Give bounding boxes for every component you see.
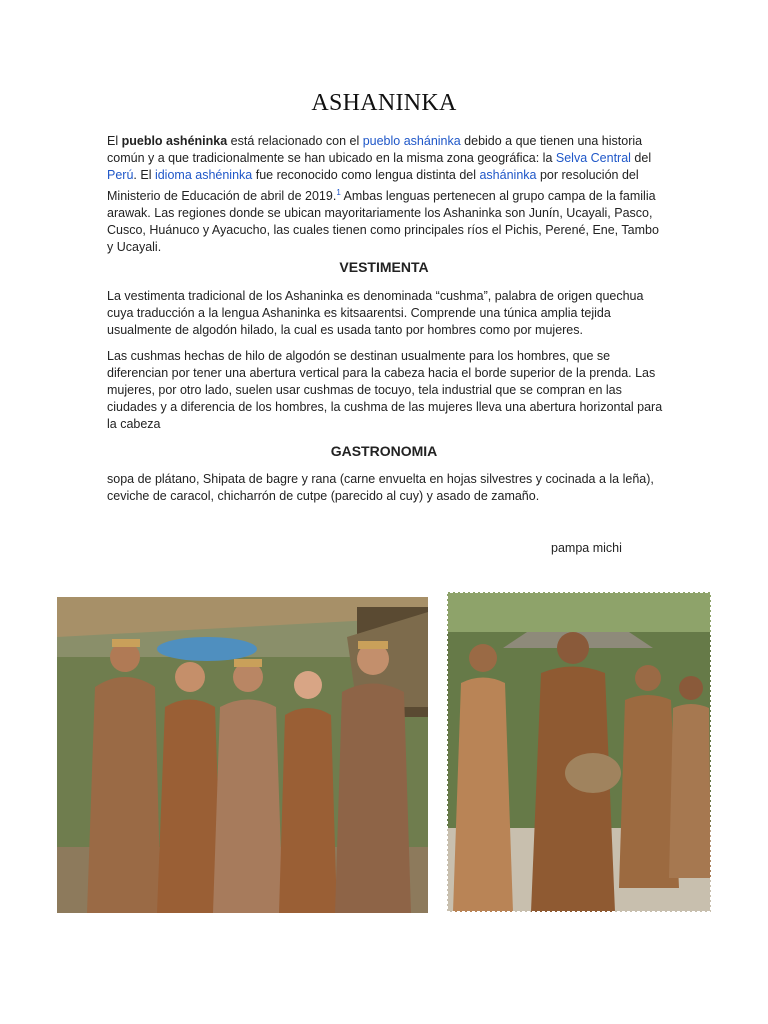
footnote-ref[interactable]: 1: [336, 188, 341, 197]
intro-text: está relacionado con el: [227, 134, 363, 148]
link-pueblo-ashaninka[interactable]: pueblo asháninka: [362, 134, 461, 148]
link-selva-central[interactable]: Selva Central: [555, 151, 631, 165]
intro-text: . El: [133, 168, 155, 182]
vestimenta-paragraph-2: Las cushmas hechas de hilo de algodón se destinan usualmente para los hombres, que se diferencian por tener una abertura vertical para la cabeza hacia el borde superior de la prenda. Las mujeres, por otro lado, suelen usar cushmas de tocuyo, tela industrial que se compran en las ciudades y a diferencia de los hombres, la cushma de las mujeres lleva una abertura horizontal para la cabeza: [107, 349, 663, 431]
vestimenta-paragraph-1: La vestimenta tradicional de los Ashaninka es denominada “cushma”, palabra de origen quechua cuya traducción a la lengua Ashaninka es kitsaarentsi. Comprende una túnica amplia tejida usualmente de algodón hilado, la cual es usada tanto por hombres como por mujeres.: [107, 289, 644, 337]
photo-group-illustration: [57, 597, 428, 913]
link-idioma-asheninka[interactable]: idioma ashéninka: [154, 168, 253, 182]
link-ashaninka[interactable]: asháninka: [479, 168, 537, 182]
page-title: ASHANINKA: [311, 90, 457, 116]
intro-paragraph: [107, 133, 667, 256]
gastronomia-paragraph: sopa de plátano, Shipata de bagre y rana (carne envuelta en hojas silvestres y cocinada a la leña), ceviche de caracol, chicharrón de cutpe (parecido al cuy) y asado de zamaño.: [107, 472, 654, 503]
intro-text: debido a que tienen una historia común y a que tradicionalmente se han ubicado en la misma zona geográfica: la: [107, 134, 643, 165]
link-peru[interactable]: Perú: [107, 168, 134, 182]
intro-text: por resolución del Ministerio de Educación de abril de 2019.: [107, 168, 639, 204]
photo-ceremony: [443, 588, 715, 916]
signature: pampa michi: [551, 541, 622, 555]
heading-vestimenta: VESTIMENTA: [339, 259, 429, 275]
intro-text: El: [107, 134, 122, 148]
intro-text: Ambas lenguas pertenecen al grupo campa de la familia arawak. Las regiones donde se ubican mayoritariamente los Ashaninka son Junín, Ucayali, Pasco, Cusco, Huánuco y Ayacucho, las cuales tienen como principales ríos el Pichis, Perené, Ene, Tambo y Ucayali.: [107, 189, 659, 255]
heading-gastronomia: GASTRONOMIA: [330, 443, 438, 459]
intro-text: del: [630, 151, 652, 165]
intro-text: fue reconocido como lengua distinta del: [252, 168, 480, 182]
photo-ceremony-illustration: [443, 588, 715, 916]
photo-group-cushmas: [57, 597, 428, 913]
intro-bold-term: pueblo ashéninka: [121, 134, 228, 148]
